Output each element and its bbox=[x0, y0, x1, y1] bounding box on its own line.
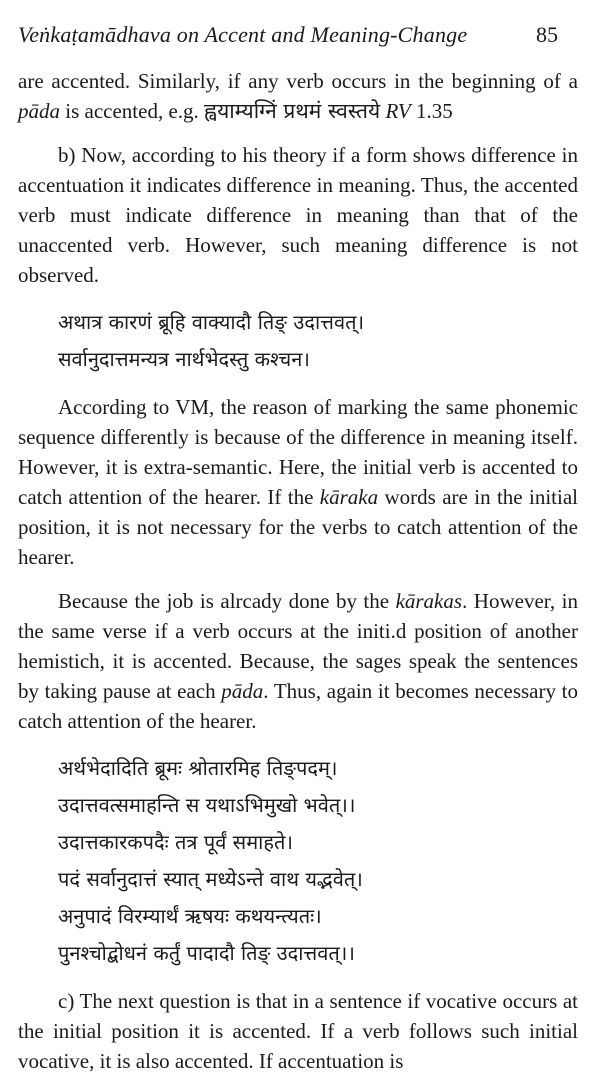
verse-line: सर्वानुदात्तमन्यत्र नार्थभेदस्तु कश्चन। bbox=[58, 347, 310, 371]
page-number: 85 bbox=[536, 22, 558, 47]
paragraph-karakas bbox=[18, 586, 578, 736]
citation-rv: RV bbox=[385, 99, 411, 123]
text-run: . However, in the same verse if a verb occurs at the initi.d position of another hemistich, it is accented. Because, the sages speak the sentences by taking pause at each bbox=[18, 589, 578, 703]
sanskrit-quote: ह्वयाम्यग्निं प्रथमं स्वस्तये bbox=[204, 99, 381, 123]
text-run: is accented, e.g. bbox=[60, 99, 205, 123]
verse-line: पदं सर्वानुदात्तं स्यात् मध्येऽन्ते वाथ यद्भवेत्। bbox=[58, 867, 363, 891]
verse-line: अथात्र कारणं ब्रूहि वाक्यादौ तिङ् उदात्तवत्। bbox=[58, 310, 365, 334]
verse-line: अर्थभेदादिति ब्रूमः श्रोतारमिह तिङ्पदम्। bbox=[58, 756, 338, 780]
paragraph-c: c) The next question is that in a sentence if vocative occurs at the initial position it is accented. If a verb follows such initial vocative, it is also accented. If accentuation is bbox=[18, 989, 578, 1073]
verse-line: उदात्तवत्समाहन्ति स यथाऽभिमुखो भवेत्।। bbox=[58, 793, 356, 817]
text-run: of a bbox=[543, 69, 578, 93]
running-header bbox=[18, 22, 578, 48]
paragraph-b: b) Now, according to his theory if a form shows difference in accentuation it indicates difference in meaning. Thus, the accented verb must indicate difference in meaning than that of the unaccented verb. However, such meaning difference is not observed. bbox=[18, 143, 578, 287]
verse-line: अनुपादं विरम्यार्थं ऋषयः कथयन्त्यतः। bbox=[58, 904, 322, 928]
running-title: Veṅkaṭamādhava on Accent and Meaning-Change bbox=[18, 22, 468, 47]
text-run: Because the job is alrcady done by the bbox=[58, 589, 396, 613]
paragraph-vm bbox=[18, 392, 578, 572]
sanskrit-verse-1 bbox=[58, 304, 578, 378]
verse-line: उदात्तकारकपदैः तत्र पूर्वं समाहते। bbox=[58, 830, 293, 854]
term-pada: pāda bbox=[221, 679, 264, 703]
citation-number: 1.35 bbox=[410, 99, 453, 123]
verse-line: पुनश्चोद्बोधनं कर्तुं पादादौ तिङ् उदात्तवत्।। bbox=[58, 941, 355, 965]
term-karakas: kārakas bbox=[395, 589, 463, 613]
text-run: words are in the initial position, it is not necessary for the verbs to catch attention of the hearer. bbox=[18, 485, 578, 569]
text-run: . Thus, again it becomes necessary to catch attention of the hearer. bbox=[18, 679, 578, 733]
term-pada: pāda bbox=[18, 99, 60, 123]
paragraph-line: are accented. Similarly, if any verb occurs in the beginning bbox=[18, 69, 536, 93]
sanskrit-verse-2 bbox=[58, 750, 578, 972]
paragraph-continuation bbox=[18, 66, 578, 126]
term-karaka: kāraka bbox=[319, 485, 379, 509]
text-run: According to VM, the reason of marking the same phonemic sequence differently is because of the difference in meaning itself. However, it is extra-semantic. Here, the initial verb is accented to catch attention of the hearer. If the bbox=[18, 395, 578, 509]
